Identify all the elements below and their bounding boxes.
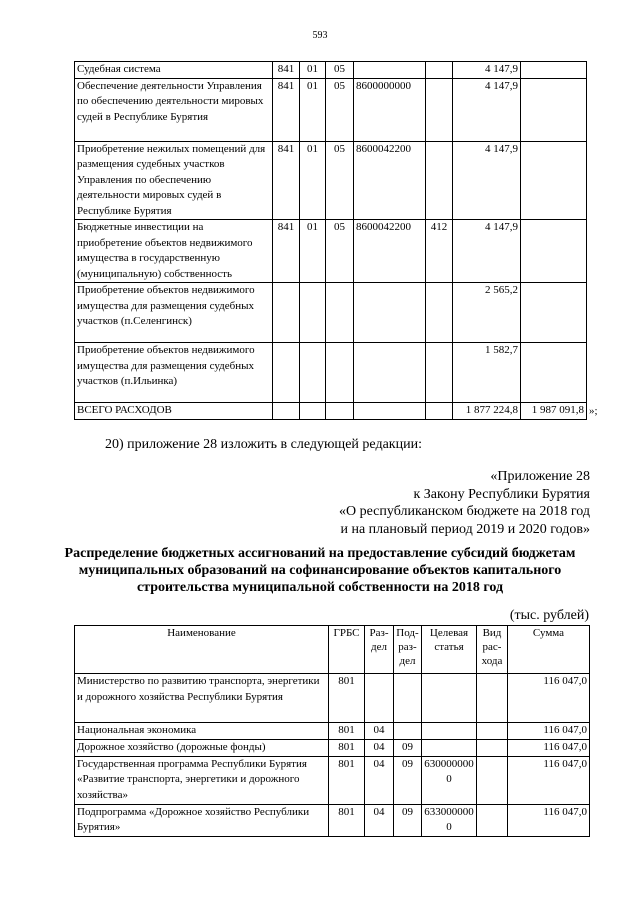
cell-vid — [426, 343, 453, 403]
cell-razdel — [300, 283, 326, 343]
cell-vid — [477, 739, 508, 756]
cell-grbs: 841 — [273, 62, 300, 79]
cell-grbs: 841 — [273, 78, 300, 141]
amendment-item: 20) приложение 28 изложить в следующей редакции: — [105, 437, 422, 452]
cell-grbs — [273, 283, 300, 343]
expenses-table-continued — [74, 61, 587, 420]
cell-razdel: 04 — [365, 723, 394, 740]
table-row — [75, 141, 587, 220]
cell-vid: 412 — [426, 220, 453, 283]
cell-grbs: 841 — [273, 141, 300, 220]
cell-target — [422, 723, 477, 740]
expenses-table-wrapper — [74, 61, 598, 420]
header-target: Целевая статья — [422, 626, 477, 674]
page-number: 593 — [312, 30, 328, 41]
appendix-line: к Закону Республики Бурятия — [413, 486, 590, 502]
cell-podrazdel: 05 — [326, 220, 354, 283]
cell-name: Дорожное хозяйство (дорожные фонды) — [75, 739, 329, 756]
cell-sum1: 4 147,9 — [453, 220, 521, 283]
cell-razdel: 01 — [300, 141, 326, 220]
cell-podrazdel: 05 — [326, 141, 354, 220]
cell-sum2 — [521, 220, 587, 283]
header-vid: Вид рас-хода — [477, 626, 508, 674]
cell-razdel: 04 — [365, 804, 394, 836]
header-razdel: Раз-дел — [365, 626, 394, 674]
table-row — [75, 220, 587, 283]
cell-name: Приобретение объектов недвижимого имущества для размещения судебных участков (п.Ильинка) — [75, 343, 273, 403]
cell-podrazdel — [394, 674, 422, 723]
cell-razdel: 04 — [365, 739, 394, 756]
appendix-line: «О республиканском бюджете на 2018 год — [339, 504, 590, 519]
header-sum: Сумма — [508, 626, 590, 674]
cell-sum: 116 047,0 — [508, 756, 590, 804]
document-title: Распределение бюджетных ассигнований на предоставление субсидий бюджетам муниципальных образований на софинансирование объектов капитального строительства муниципальной собственности на 2018 год — [64, 546, 576, 595]
table-row — [75, 739, 590, 756]
cell-grbs: 801 — [329, 723, 365, 740]
cell-razdel — [300, 403, 326, 420]
unit-label: (тыс. рублей) — [509, 608, 589, 623]
header-grbs: ГРБС — [329, 626, 365, 674]
appendix-line: и на плановый период 2019 и 2020 годов» — [340, 521, 590, 537]
cell-sum2 — [521, 62, 587, 79]
cell-name: Подпрограмма «Дорожное хозяйство Республики Бурятия» — [75, 804, 329, 836]
table-row — [75, 804, 590, 836]
cell-sum2: 1 987 091,8 — [521, 403, 587, 420]
cell-podrazdel: 05 — [326, 78, 354, 141]
cell-razdel: 04 — [365, 756, 394, 804]
cell-podrazdel: 09 — [394, 756, 422, 804]
cell-razdel: 01 — [300, 62, 326, 79]
header-podrazdel: Под-раз-дел — [394, 626, 422, 674]
table-row — [75, 723, 590, 740]
header-name: Наименование — [75, 626, 329, 674]
cell-vid — [426, 78, 453, 141]
cell-grbs: 801 — [329, 674, 365, 723]
cell-vid — [426, 403, 453, 420]
table-row — [75, 78, 587, 141]
cell-razdel — [365, 674, 394, 723]
cell-name: Бюджетные инвестиции на приобретение объектов недвижимого имущества в государственную (муниципальную) собственность — [75, 220, 273, 283]
cell-sum: 116 047,0 — [508, 804, 590, 836]
cell-sum2 — [521, 283, 587, 343]
table-row — [75, 674, 590, 723]
cell-vid — [477, 723, 508, 740]
cell-podrazdel: 09 — [394, 739, 422, 756]
cell-vid — [477, 756, 508, 804]
cell-target: 8600042200 — [354, 141, 426, 220]
cell-grbs: 801 — [329, 739, 365, 756]
cell-target: 6300000000 — [422, 756, 477, 804]
appendix-header — [339, 468, 590, 538]
cell-vid — [426, 283, 453, 343]
cell-sum1: 4 147,9 — [453, 141, 521, 220]
table-row — [75, 283, 587, 343]
cell-name: ВСЕГО РАСХОДОВ — [75, 403, 273, 420]
cell-target — [354, 403, 426, 420]
table-row — [75, 756, 590, 804]
cell-target — [422, 739, 477, 756]
cell-razdel — [300, 343, 326, 403]
cell-podrazdel — [326, 343, 354, 403]
cell-name: Приобретение объектов недвижимого имущества для размещения судебных участков (п.Селенгинск) — [75, 283, 273, 343]
cell-podrazdel: 05 — [326, 62, 354, 79]
cell-sum1: 4 147,9 — [453, 78, 521, 141]
cell-sum: 116 047,0 — [508, 739, 590, 756]
cell-target — [354, 283, 426, 343]
cell-target — [354, 343, 426, 403]
cell-podrazdel — [326, 403, 354, 420]
table-row — [75, 403, 587, 420]
cell-vid — [426, 62, 453, 79]
cell-vid — [477, 804, 508, 836]
table-row — [75, 62, 587, 79]
cell-target — [354, 62, 426, 79]
cell-name: Судебная система — [75, 62, 273, 79]
cell-grbs: 801 — [329, 756, 365, 804]
cell-name: Обеспечение деятельности Управления по обеспечению деятельности мировых судей в Республике Бурятия — [75, 78, 273, 141]
cell-podrazdel — [394, 723, 422, 740]
cell-sum2 — [521, 78, 587, 141]
cell-grbs: 841 — [273, 220, 300, 283]
cell-sum2 — [521, 141, 587, 220]
table-row — [75, 343, 587, 403]
cell-name: Государственная программа Республики Бурятия «Развитие транспорта, энергетики и дорожного хозяйства» — [75, 756, 329, 804]
cell-grbs: 801 — [329, 804, 365, 836]
cell-target — [422, 674, 477, 723]
subsidies-table — [74, 625, 590, 837]
cell-name: Приобретение нежилых помещений для размещения судебных участков Управления по обеспечению деятельности мировых судей в Республике Бурятия — [75, 141, 273, 220]
cell-target: 6330000000 — [422, 804, 477, 836]
cell-sum2 — [521, 343, 587, 403]
cell-sum1: 4 147,9 — [453, 62, 521, 79]
cell-grbs — [273, 343, 300, 403]
cell-name: Национальная экономика — [75, 723, 329, 740]
cell-target: 8600000000 — [354, 78, 426, 141]
appendix-line: «Приложение 28 — [490, 469, 590, 484]
cell-razdel: 01 — [300, 220, 326, 283]
cell-grbs — [273, 403, 300, 420]
cell-podrazdel — [326, 283, 354, 343]
cell-vid — [477, 674, 508, 723]
closing-quote: »; — [589, 405, 598, 417]
cell-podrazdel: 09 — [394, 804, 422, 836]
cell-sum1: 1 877 224,8 — [453, 403, 521, 420]
cell-name: Министерство по развитию транспорта, энергетики и дорожного хозяйства Республики Бурятия — [75, 674, 329, 723]
cell-sum: 116 047,0 — [508, 674, 590, 723]
cell-sum: 116 047,0 — [508, 723, 590, 740]
cell-vid — [426, 141, 453, 220]
cell-sum1: 2 565,2 — [453, 283, 521, 343]
cell-sum1: 1 582,7 — [453, 343, 521, 403]
cell-razdel: 01 — [300, 78, 326, 141]
cell-target: 8600042200 — [354, 220, 426, 283]
